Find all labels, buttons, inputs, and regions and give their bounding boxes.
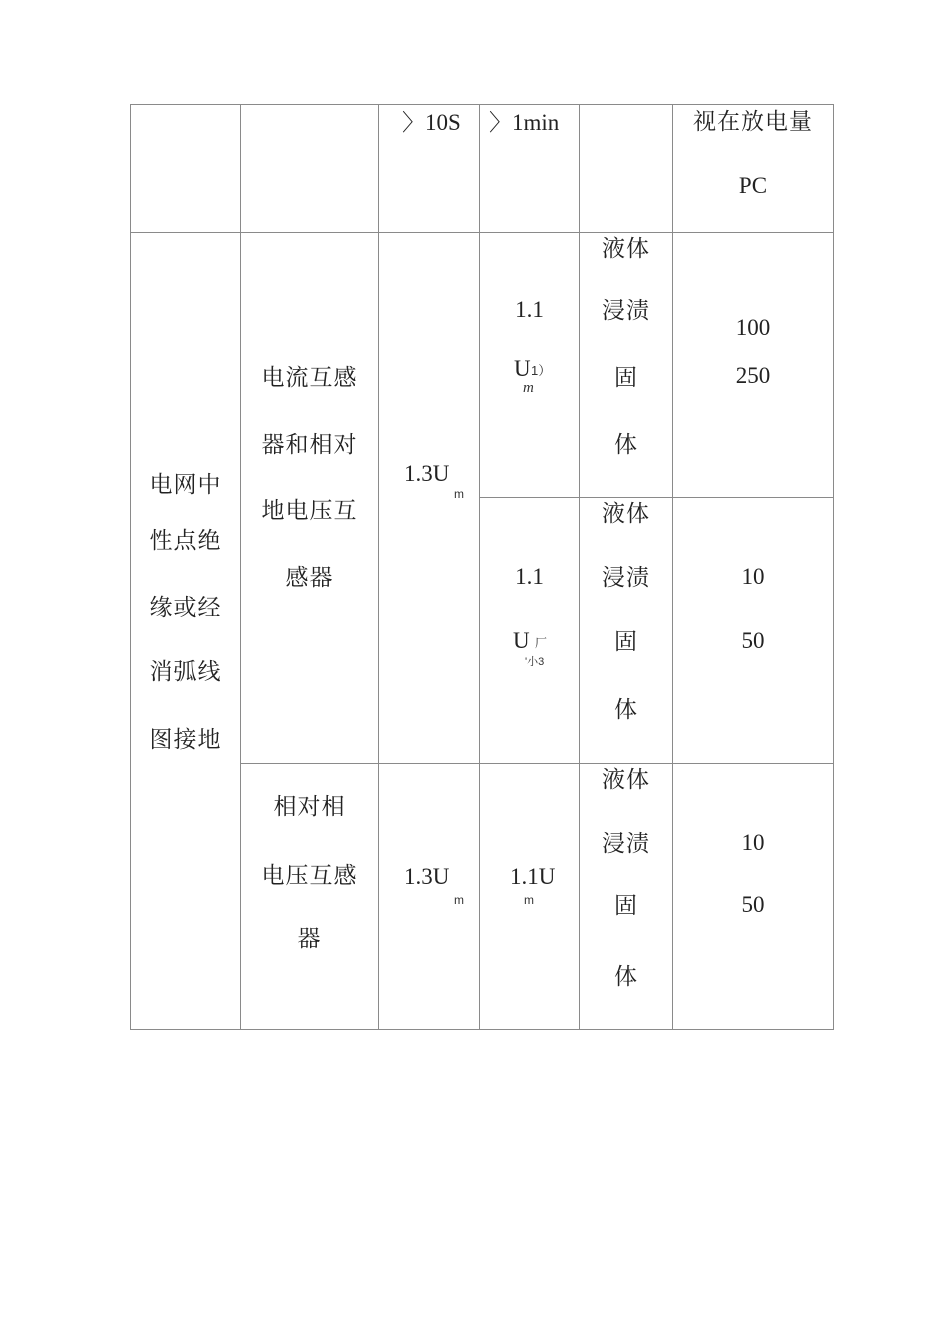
header-discharge-unit: PC [738, 173, 768, 198]
pt-test-10s-sub: m [454, 893, 464, 907]
ct-sub1-test-1min-sub: m [523, 380, 534, 396]
table-border-left [130, 104, 131, 1030]
pt-test-10s: 1.3U [404, 864, 450, 889]
insulation-line: 液体 [602, 236, 650, 262]
pt-device-line: 相对相 [273, 794, 346, 820]
table-border-bottom [130, 1029, 833, 1030]
pt-test-1min-sub: m [524, 893, 534, 907]
insulation-line: 体 [614, 697, 638, 723]
insulation-line: 浸渍 [602, 298, 650, 324]
row-divider [240, 763, 833, 764]
pt-device-line: 电压互感 [261, 863, 358, 889]
ct-test-10s: 1.3U [404, 461, 450, 486]
insulation-line: 固 [614, 893, 638, 919]
ct-sub1-pd-value: 250 [735, 363, 771, 388]
ct-sub1-test-1min-sup: 1） [531, 363, 552, 378]
insulation-line: 体 [614, 432, 638, 458]
insulation-line: 液体 [602, 501, 650, 527]
ct-device-line: 器和相对 [261, 432, 358, 458]
ct-sub2-pd-value: 50 [741, 628, 765, 653]
pt-pd-value: 10 [741, 830, 765, 855]
subrow-divider [479, 497, 833, 498]
insulation-line: 浸渍 [602, 565, 650, 591]
group-label-line: 消弧线 [149, 659, 222, 685]
ct-sub1-test-1min-coef: 1.1 [515, 297, 544, 322]
ct-sub2-pd-value: 10 [741, 564, 765, 589]
group-label-line: 缘或经 [149, 595, 222, 621]
header-test-1min: 〉1min [489, 110, 560, 135]
ct-sub2-test-1min-coef: 1.1 [515, 564, 544, 589]
header-test-10s: 〉10S [402, 110, 461, 135]
header-discharge-label: 视在放电量 [693, 109, 813, 135]
ct-device-line: 电流互感 [261, 365, 358, 391]
pt-test-1min: 1.1U [510, 864, 556, 889]
ct-sub1-test-1min-symbol: U [514, 356, 531, 381]
insulation-line: 浸渍 [602, 831, 650, 857]
insulation-line: 体 [614, 964, 638, 990]
insulation-line: 固 [614, 365, 638, 391]
group-label-line: 性点绝 [149, 528, 222, 554]
ct-sub2-test-1min-sup: 厂 [535, 636, 548, 650]
table-border-top [130, 104, 833, 105]
pt-device-line: 器 [297, 926, 322, 952]
insulation-line: 固 [614, 629, 638, 655]
ct-device-line: 感器 [285, 565, 334, 591]
ct-sub2-test-1min-sub: '小3 [525, 656, 545, 668]
ct-sub2-test-1min-symbol: U [513, 628, 530, 653]
group-label-line: 图接地 [149, 727, 222, 753]
ct-device-line: 地电压互 [261, 498, 358, 524]
insulation-line: 液体 [602, 767, 650, 793]
header-row-divider [130, 232, 833, 233]
ct-test-10s-sub: m [454, 487, 464, 501]
group-label-line: 电网中 [149, 472, 222, 498]
ct-sub1-pd-value: 100 [735, 315, 771, 340]
pt-pd-value: 50 [741, 892, 765, 917]
